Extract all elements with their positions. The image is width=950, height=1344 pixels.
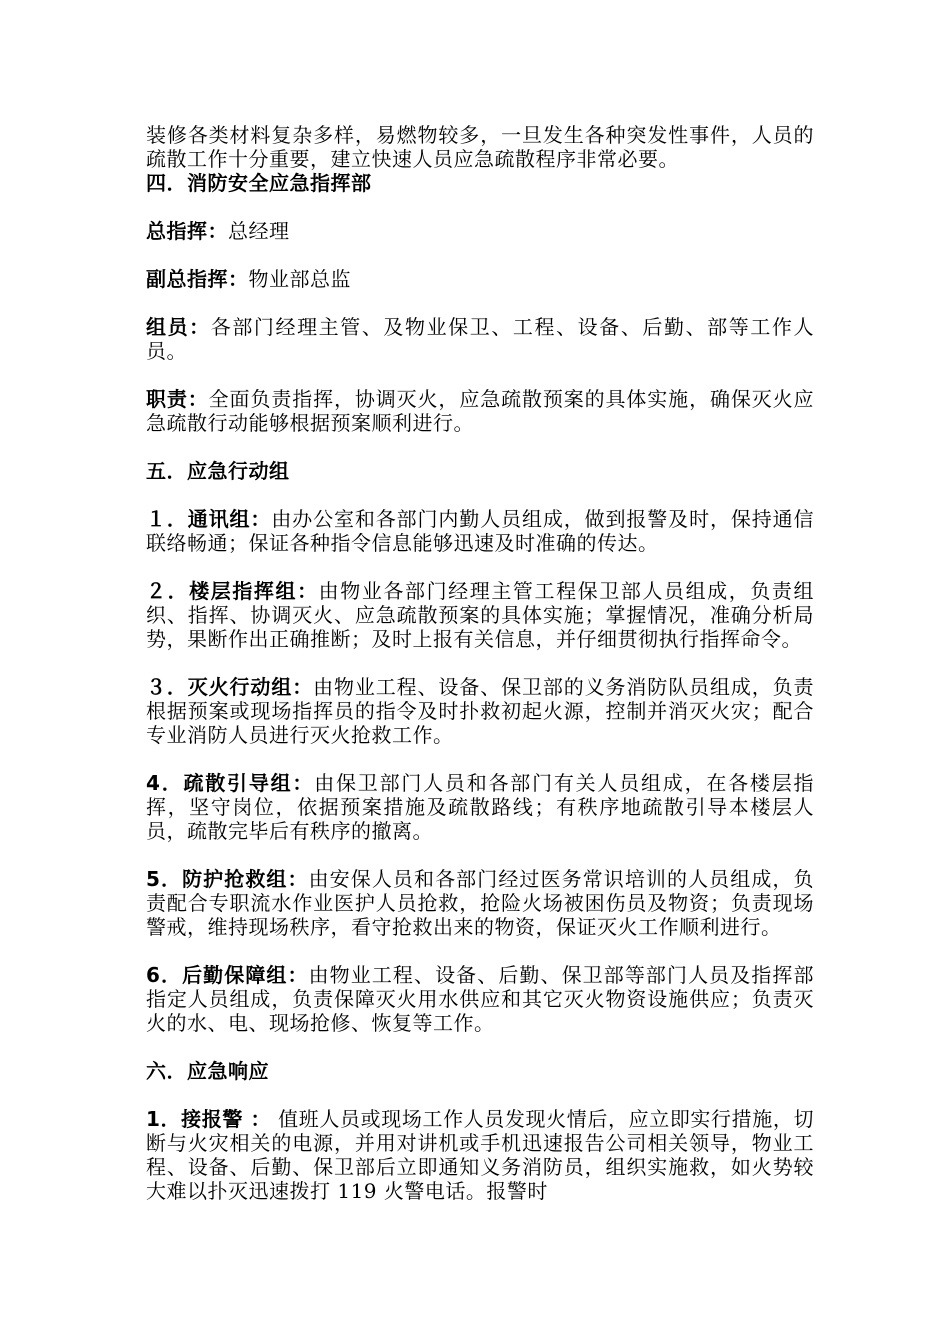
members-label: 组员：: [146, 315, 211, 339]
commander-item: [146, 219, 814, 243]
deputy-commander-item: [146, 267, 814, 291]
evacuation-group-label: 4．疏散引导组：: [146, 771, 315, 795]
section-5-heading: 五．应急行动组: [146, 459, 290, 483]
firefighting-group-item: [146, 675, 814, 747]
commander-text: 总经理: [228, 219, 290, 243]
document-page: [146, 123, 814, 1203]
rescue-group-text: 由安保人员和各部门经过医务常识培训的人员组成，负责配合专职流水作业医护人员抢救，抢险火场被困伤员及物资；负责现场警戒，维持现场秩序，看守抢救出来的物资，保证灭火工作顺利进行。: [146, 867, 815, 939]
communication-group-item: [146, 507, 814, 555]
communication-group-text: 由办公室和各部门内勤人员组成，做到报警及时，保持通信联络畅通；保证各种指令信息能够迅速及时准确的传达。: [146, 507, 815, 555]
members-item: [146, 315, 814, 363]
section-4-heading: 四．消防安全应急指挥部: [146, 171, 372, 195]
logistics-group-text: 由物业工程、设备、后勤、保卫部等部门人员及指挥部指定人员组成，负责保障灭火用水供应和其它灭火物资设施供应；负责灭火的水、电、现场抢修、恢复等工作。: [146, 963, 815, 1035]
rescue-group-label: 5．防护抢救组：: [146, 867, 309, 891]
duties-label: 职责：: [146, 387, 209, 411]
duties-text: 全面负责指挥，协调灭火，应急疏散预案的具体实施，确保灭火应急疏散行动能够根据预案顺利进行。: [146, 387, 815, 435]
firefighting-group-label: ３．灭火行动组：: [146, 675, 314, 699]
rescue-group-item: [146, 867, 814, 939]
section-6-heading: 六．应急响应: [146, 1059, 269, 1083]
alarm-receipt-item: [146, 1107, 814, 1203]
commander-label: 总指挥：: [146, 219, 228, 243]
communication-group-label: １．通讯组：: [146, 507, 272, 531]
logistics-group-item: [146, 963, 814, 1035]
members-text: 各部门经理主管、及物业保卫、工程、设备、后勤、部等工作人员。: [146, 315, 814, 363]
evacuation-group-text: 由保卫部门人员和各部门有关人员组成，在各楼层指挥，坚守岗位，依据预案措施及疏散路线；有秩序地疏散引导本楼层人员，疏散完毕后有秩序的撤离。: [146, 771, 815, 843]
deputy-commander-text: 物业部总监: [248, 267, 351, 291]
deputy-commander-label: 副总指挥：: [146, 267, 249, 291]
logistics-group-label: 6．后勤保障组：: [146, 963, 309, 987]
floor-command-group-text: 由物业各部门经理主管工程保卫部人员组成，负责组织、指挥、协调灭火、应急疏散预案的具体实施；掌握情况，准确分析局势，果断作出正确推断；及时上报有关信息，并仔细贯彻执行指挥命令。: [146, 579, 815, 651]
firefighting-group-text: 由物业工程、设备、保卫部的义务消防队员组成，负责根据预案或现场指挥员的指令及时扑救初起火源，控制并消灭火灾；配合专业消防人员进行灭火抢救工作。: [146, 675, 815, 747]
intro-paragraph: 装修各类材料复杂多样，易燃物较多，一旦发生各种突发性事件，人员的疏散工作十分重要，建立快速人员应急疏散程序非常必要。: [146, 123, 814, 171]
alarm-receipt-label: 1．接报警 ：: [146, 1107, 272, 1131]
floor-command-group-label: ２．楼层指挥组：: [146, 579, 319, 603]
evacuation-group-item: [146, 771, 814, 843]
floor-command-group-item: [146, 579, 814, 651]
alarm-receipt-text: 值班人员或现场工作人员发现火情后，应立即实行措施，切断与火灾相关的电源，并用对讲机或手机迅速报告公司相关领导，物业工程、设备、后勤、保卫部后立即通知义务消防员，组织实施救，如火势较大难以扑灭迅速拨打 119 火警电话。报警时: [146, 1107, 814, 1203]
duties-item: [146, 387, 814, 435]
